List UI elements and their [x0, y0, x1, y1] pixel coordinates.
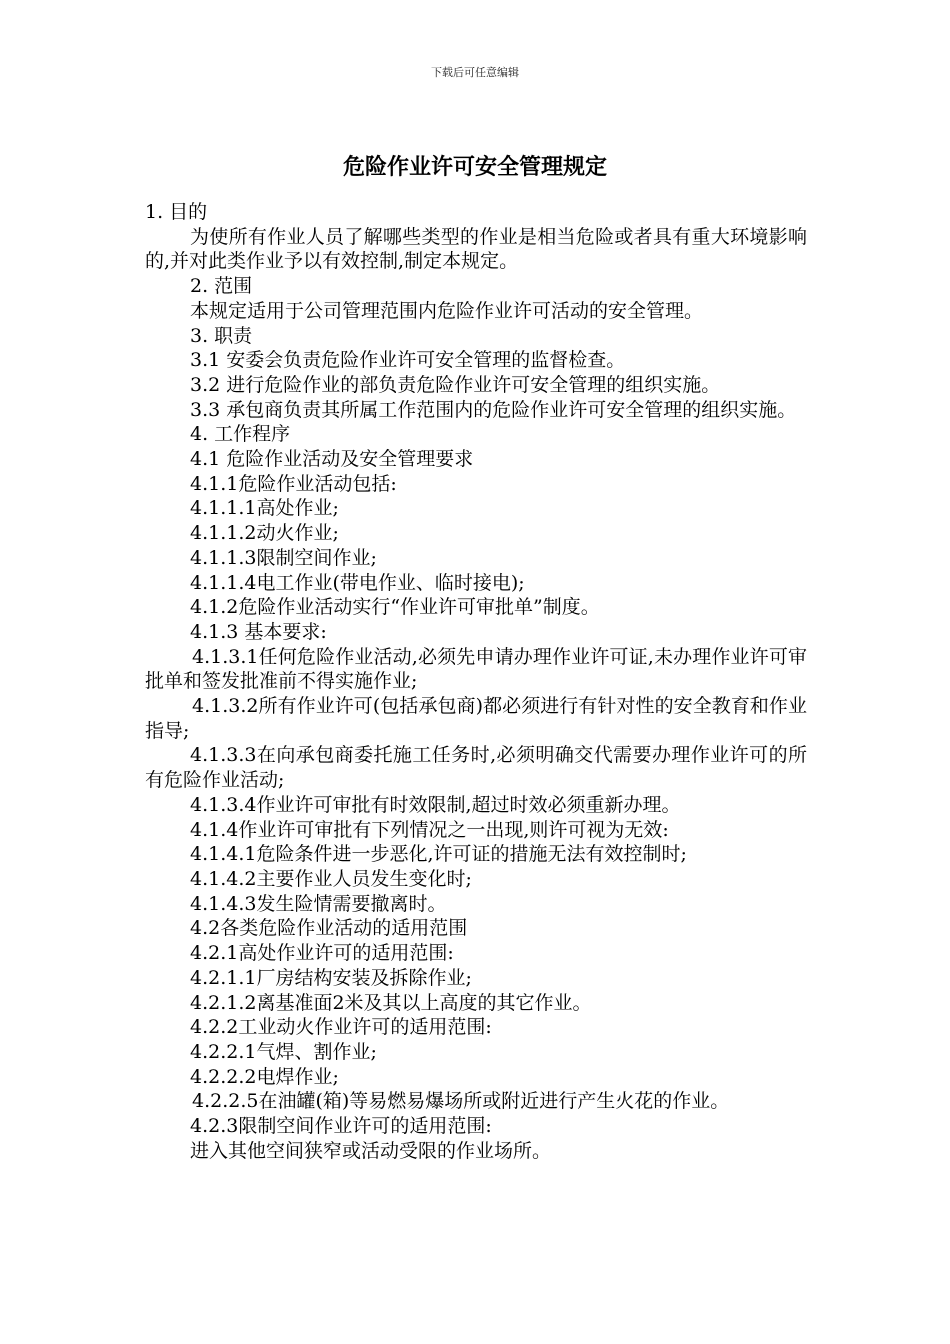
paragraph-4-1-3-3: 4.1.3.3在向承包商委托施工任务时,必须明确交代需要办理作业许可的所有危险作业活动; — [145, 744, 807, 792]
paragraph-4-2-2-1: 4.2.2.1气焊、割作业; — [190, 1040, 377, 1063]
paragraph-4-2-1: 4.2.1高处作业许可的适用范围: — [190, 942, 454, 965]
paragraph-4-1-4-1: 4.1.4.1危险条件进一步恶化,许可证的措施无法有效控制时; — [190, 843, 687, 866]
section-heading-purpose: 1. 目的 — [145, 201, 208, 223]
paragraph-4-1-3: 4.1.3 基本要求: — [190, 620, 327, 643]
paragraph-4-1-1-3: 4.1.1.3限制空间作业; — [190, 546, 377, 569]
paragraph-4-2-2-5: 4.2.2.5在油罐(箱)等易燃易爆场所或附近进行产生火花的作业。 — [192, 1090, 730, 1113]
document-title: 危险作业许可安全管理规定 — [342, 155, 607, 180]
paragraph-purpose: 为使所有作业人员了解哪些类型的作业是相当危险或者具有重大环境影响的,并对此类作业予以有效控制,制定本规定。 — [145, 225, 807, 273]
paragraph-4-1-3-2: 4.1.3.2所有作业许可(包括承包商)都必须进行有针对性的安全教育和作业指导; — [145, 695, 807, 742]
paragraph-4-1-1-4: 4.1.1.4电工作业(带电作业、临时接电); — [190, 571, 525, 594]
document-body — [145, 200, 807, 1163]
paragraph-4-1-4-2: 4.1.4.2主要作业人员发生变化时; — [190, 867, 472, 890]
paragraph-scope: 本规定适用于公司管理范围内危险作业许可活动的安全管理。 — [190, 299, 704, 322]
paragraph-4-2: 4.2各类危险作业活动的适用范围 — [190, 917, 468, 940]
paragraph-4-1-3-4: 4.1.3.4作业许可审批有时效限制,超过时效必须重新办理。 — [190, 793, 681, 816]
paragraph-duty-3-2: 3.2 进行危险作业的部负责危险作业许可安全管理的组织实施。 — [190, 373, 721, 396]
section-heading-scope: 2. 范围 — [190, 275, 253, 298]
paragraph-confined-space: 进入其他空间狭窄或活动受限的作业场所。 — [190, 1139, 552, 1162]
section-heading-procedure: 4. 工作程序 — [190, 423, 291, 446]
paragraph-4-2-3: 4.2.3限制空间作业许可的适用范围: — [190, 1115, 492, 1138]
section-heading-duties: 3. 职责 — [190, 324, 253, 347]
paragraph-4-1-1-2: 4.1.1.2动火作业; — [190, 522, 339, 545]
paragraph-4-1-1-1: 4.1.1.1高处作业; — [190, 497, 339, 520]
paragraph-4-1-4-3: 4.1.4.3发生险情需要撤离时。 — [190, 892, 447, 915]
paragraph-4-2-2: 4.2.2工业动火作业许可的适用范围: — [190, 1016, 492, 1039]
paragraph-4-2-2-2: 4.2.2.2电焊作业; — [190, 1065, 339, 1088]
paragraph-4-2-1-2: 4.2.1.2离基准面2米及其以上高度的其它作业。 — [190, 991, 592, 1014]
paragraph-duty-3-3: 3.3 承包商负责其所属工作范围内的危险作业许可安全管理的组织实施。 — [190, 398, 797, 421]
paragraph-4-1: 4.1 危险作业活动及安全管理要求 — [190, 448, 474, 471]
paragraph-4-1-1: 4.1.1危险作业活动包括: — [190, 472, 397, 495]
paragraph-4-1-3-1: 4.1.3.1任何危险作业活动,必须先申请办理作业许可证,未办理作业许可审批单和签发批准前不得实施作业; — [145, 645, 807, 693]
paragraph-4-2-1-1: 4.2.1.1厂房结构安装及拆除作业; — [190, 966, 472, 989]
header-note: 下载后可任意编辑 — [431, 66, 519, 79]
paragraph-4-1-2: 4.1.2危险作业活动实行“作业许可审批单”制度。 — [190, 596, 600, 619]
paragraph-duty-3-1: 3.1 安委会负责危险作业许可安全管理的监督检查。 — [190, 349, 626, 372]
paragraph-4-1-4: 4.1.4作业许可审批有下列情况之一出现,则许可视为无效: — [190, 818, 669, 841]
